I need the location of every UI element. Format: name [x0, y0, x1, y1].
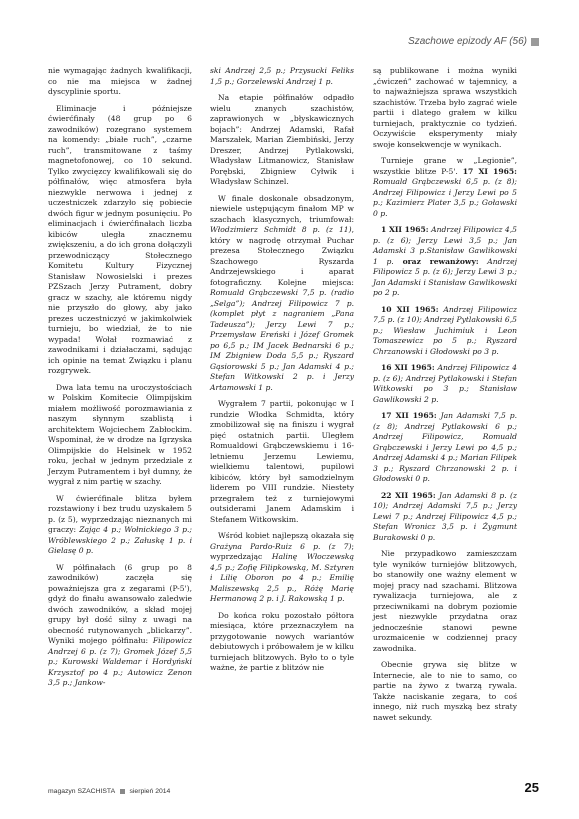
paragraph-text: Wśród kobiet najlepszą okazała się — [218, 531, 354, 540]
article-paragraph — [373, 305, 517, 358]
paragraph-text: , który w nagrodę otrzymał Puchar prezesa Stołecznego Związku Szachowego Ryszarda Andrzejewskiego i aparat fotograficzny. Kolejne miejsca: — [210, 225, 354, 287]
results-text: Jan Adamski 8 p. (z 10); Andrzej Adamski 7,5 p.; Jerzy Lewi 7 p.; Andrzej Filipowicz 4,5 p.; Stefan Wronicz 3,5 p. i Żygmunt Burakowski 0 p. — [373, 490, 517, 542]
article-paragraph — [373, 411, 517, 485]
paragraph-text: Na etapie półfinałów odpadło wielu znanych szachistów, zaprawionych w „błyskawicznych bojach”: Andrzej Adamski, Rafał Marszałek, Marian Ziembiński, Jerzy Dreszer, Andrzej Pytlakowski, Władysław Litmanowicz, Stanisław Porębski, Zbigniew Cyłwik i Władysław Schinzel. — [210, 93, 354, 186]
footer-publication — [48, 788, 170, 795]
results-text: Zając 4 p.; Wołnickiego 3 p.; Wróblewskiego 2 p.; Załuskę 1 p. i Gielasę 0 p. — [48, 525, 192, 555]
article-paragraph — [373, 156, 517, 219]
results-text: ski Andrzej 2,5 p.; Przysucki Feliks 1,5 p.; Gorzelewski Andrzej 1 p. — [210, 66, 354, 86]
article-paragraph — [373, 363, 517, 405]
page-number: 25 — [524, 780, 539, 795]
article-paragraph — [48, 494, 192, 557]
text-column-3 — [373, 66, 517, 729]
article-paragraph — [210, 611, 354, 674]
article-paragraph — [210, 93, 354, 188]
text-column-1 — [48, 66, 192, 695]
results-text: Grażyna Pardo-Ruiz 6 p. (z 7) — [210, 541, 352, 551]
article-paragraph — [373, 491, 517, 544]
article-paragraph — [210, 66, 354, 87]
article-paragraph — [373, 549, 517, 654]
results-text: Romuald Grąbczewski 6,5 p. (z 8); Andrzej Filipowicz i Jerzy Lewi po 5 p.; Kazimierz Plater 3,5 p.; Goławski 0 p. — [373, 177, 517, 218]
square-separator-icon — [120, 789, 125, 794]
paragraph-text: są publikowane i można wyniki „ćwiczeń” zachować w tajemnicy, a to najważniejsza sprawa wszystkich szachistów. Trzeba było zagrać wiele partii i dlatego grałem w kilku turniejach, praktycznie co tydzień. Oczywiście eksperymenty miały swoje konsekwencje w wynikach. — [373, 66, 517, 149]
section-title: Szachowe epizody AF (56) — [408, 36, 527, 47]
article-paragraph — [373, 225, 517, 299]
results-text: Jan Adamski 7,5 p. (z 8); Andrzej Pytlakowski 6 p.; Andrzej Filipowicz, Romuald Grąbczewski i Jerzy Lewi po 4,5 p.; Andrzej Adamski 4 p.; Marian Filipek 3 p.; Ryszard Chrzanowski 2 p. i Głodowski 0 p. — [373, 411, 517, 483]
article-paragraph — [48, 563, 192, 689]
article-paragraph — [373, 660, 517, 723]
paragraph-text: Wygrałem 7 partii, pokonując w I rundzie Włodka Schmidta, który zmobilizował się na finiszu i wygrał pięć ostatnich partii. Uległem Romualdowi Grąbczewskiemu i 16-letniemu Jerzemu Lewiemu, wielkiemu talentowi, pupilowi kibiców, który był samodzielnym liderem po VIII rundzie. Niestety przegrałem też z turniejowymi outsiderami Janem Adamskim i Stefanem Witkowskim. — [210, 399, 354, 524]
bold-date: oraz rewanżowy: — [393, 256, 479, 266]
article-paragraph — [210, 194, 354, 394]
results-text: Włodzimierz Schmidt 8 p. (z 11) — [210, 225, 352, 234]
paragraph-text: W ćwierćfinale blitza byłem rozstawiony i bez trudu uzyskałem 5 p. (z 5), wyprzedzając nieznanych mi graczy: — [48, 493, 192, 534]
results-text: Andrzej Filipowicz 7,5 p. (z 10); Andrzej Pytlakowski 6,5 p.; Wiesław Juchimiuk i Leon Tomaszewicz po 5 p.; Ryszard Chrzanowski i Głodowski po 3 p. — [373, 304, 518, 356]
paragraph-text: Nie przypadkowo zamieszczam tyle wyników turniejów blitzowych, bo stanowiły one ważny element w mojej pracy nad szachami. Blitzowa rywalizacja turniejowa, ale z przeciwnikami na dobrym poziomie jest niezwykle przydatna oraz jednocześnie stanowi pewne urozmaicenie w codziennej pracy zawodnika. — [373, 549, 517, 653]
page-header — [408, 36, 539, 47]
page-footer — [48, 780, 539, 795]
paragraph-text: Eliminacje i późniejsze ćwierćfinały (48 grup po 6 zawodników) rozegrano systemem na komendy: „białe ruch”, „czarne ruch”, transmitowane z taśmy magnetofonowej, co 10 sekund. Tylko zwycięzcy kwalifikowali się do półfinałów, więc atmosfera była niezwykle nerwowa i jednej z uczestniczek zdarzyło się pobiecie dwóch figur w jednym posunięciu. Po eliminacjach i ćwierćfinałach liczba kibiców uległa znacznemu zwiększeniu, a do ich grona dołączyli przewodniczący Stołecznego Komitetu Kultury Fizycznej Stanisław Nowosielski i prezes PZSzach Jerzy Putrament, dobry gracz w szachy, ale któremu nigdy nie przyszło do głowy, aby jako prezes uczestniczyć w jakimkolwiek turnieju, bo wiedział, że to nie wypada! Wołał rozmawiać z zawodnikami i działaczami, sądując ich opinie na temat Związku i planu rozgrywek. — [48, 103, 192, 375]
results-text: Filipowicz Andrzej 6 p. (z 7); Gromek Józef 5,5 p.; Kurowski Waldemar i Hordyński Krzysztof po 4 p.; Autowicz Zenon 3,5 p.; Jankow- — [48, 636, 192, 687]
results-text: Halinę Włoczewską 4,5 p.; Zofię Filipkowską, M. Sztyren i Lilię Oboron po 4 p.; Emilię Maliszewską 2,5 p., Różę Marię Hermanową 2 p. i J. Rakowską 1 p. — [210, 552, 355, 603]
article-paragraph — [210, 531, 354, 605]
bold-date: 17 XI 1965: — [462, 166, 517, 176]
paragraph-text: Do końca roku pozostało półtora miesiąca, które przeznaczyłem na przygotowanie nowych wariantów debiutowych i próbowałem je w kilku turniejach blitzowych. Było to o tyle ważne, że partie z blitzów nie — [210, 610, 354, 672]
article-paragraph — [48, 66, 192, 98]
bold-date: 16 XII 1965: — [381, 363, 435, 372]
paragraph-text: Dwa lata temu na uroczystościach w Polskim Komitecie Olimpijskim miałem możliwość porozmawiania z naszym słynnym szablistą i architektem Wojciechem Zabłockim. Wspominał, że w drodze na Igrzyska Olimpijskie do Helsinek w 1952 roku, jechał w jednym przedziale z Jerzym Putramentem i był dumny, że wygrał z nim partię w szachy. — [48, 382, 192, 486]
issue-date: sierpień 2014 — [129, 788, 171, 795]
bold-date: 17 XII 1965: — [381, 411, 437, 420]
paragraph-text: ; wyprzedzając — [210, 541, 354, 561]
bold-date: 22 XII 1965: — [381, 490, 436, 500]
article-paragraph — [373, 66, 517, 150]
bold-date: 1 XII 1965: — [381, 225, 429, 234]
paragraph-text: Turnieje grane w „Legionie”, wszystkie blitze P-5'. — [373, 156, 517, 176]
results-text: Andrzej Filipowicz 4,5 p. (z 6); Jerzy Lewi 3,5 p.; Jan Adamski 3 p.Stanisław Gawlikowski 1 p. — [373, 225, 517, 266]
article-paragraph — [48, 104, 192, 377]
paragraph-text: nie wymagając żadnych kwalifikacji, co nie ma miejsca w żadnej dyscyplinie sportu. — [48, 66, 192, 96]
square-icon — [531, 38, 539, 46]
text-column-2 — [210, 66, 354, 680]
results-text: Andrzej Filipowicz 4 p. (z 6); Andrzej Pytlakowski i Stefan Witkowski po 3 p.; Stanisław Gawlikowski 2 p. — [373, 363, 517, 404]
paragraph-text: W półfinałach (6 grup po 8 zawodników) zaczęła się poważniejsza gra z zegarami (P-5'), gdyż do finału awansowało zaledwie dwóch zawodników, a skład mojej grupy był dość silny z uwagi na obecność rutynowanych „blickarzy”. Wyniki mojego półfinału: — [48, 562, 192, 645]
results-text: Romuald Grąbczewski 7,5 p. (radio „Selga”); Andrzej Filipowicz 7 p. (komplet płyt z nagraniem „Pana Tadeusza”); Jerzy Lewi 7 p.; Przemysław Ereński i Józef Gromek po 6,5 p.; IM Jacek Bednarski 6 p.; IM Zbigniew Doda 5,5 p.; Ryszard Gąsiorowski 5 p.; Jan Adamski 4 p.; Stefan Witkowski 2 p. i Jerzy Artamowski 1 p. — [210, 288, 354, 392]
article-paragraph — [48, 383, 192, 488]
paragraph-text: W finale doskonale obsadzonym, niewiele ustępującym finałom MP w szachach klasycznych, triumfował: — [210, 193, 354, 224]
article-paragraph — [210, 399, 354, 525]
magazine-name: magazyn SZACHISTA — [48, 788, 115, 795]
bold-date: 10 XII 1965: — [381, 304, 439, 314]
paragraph-text: Obecnie grywa się blitze w Internecie, ale to nie to samo, co partie na żywo z twarzą rywala. Także naciskanie zegara, to coś innego, niż ruch myszką bez straty nawet sekundy. — [373, 660, 517, 722]
results-text: Andrzej Filipowicz 5 p. (z 6); Jerzy Lewi 3 p.; Jan Adamski i Stanisław Gawlikowski po 2 p. — [373, 256, 517, 297]
